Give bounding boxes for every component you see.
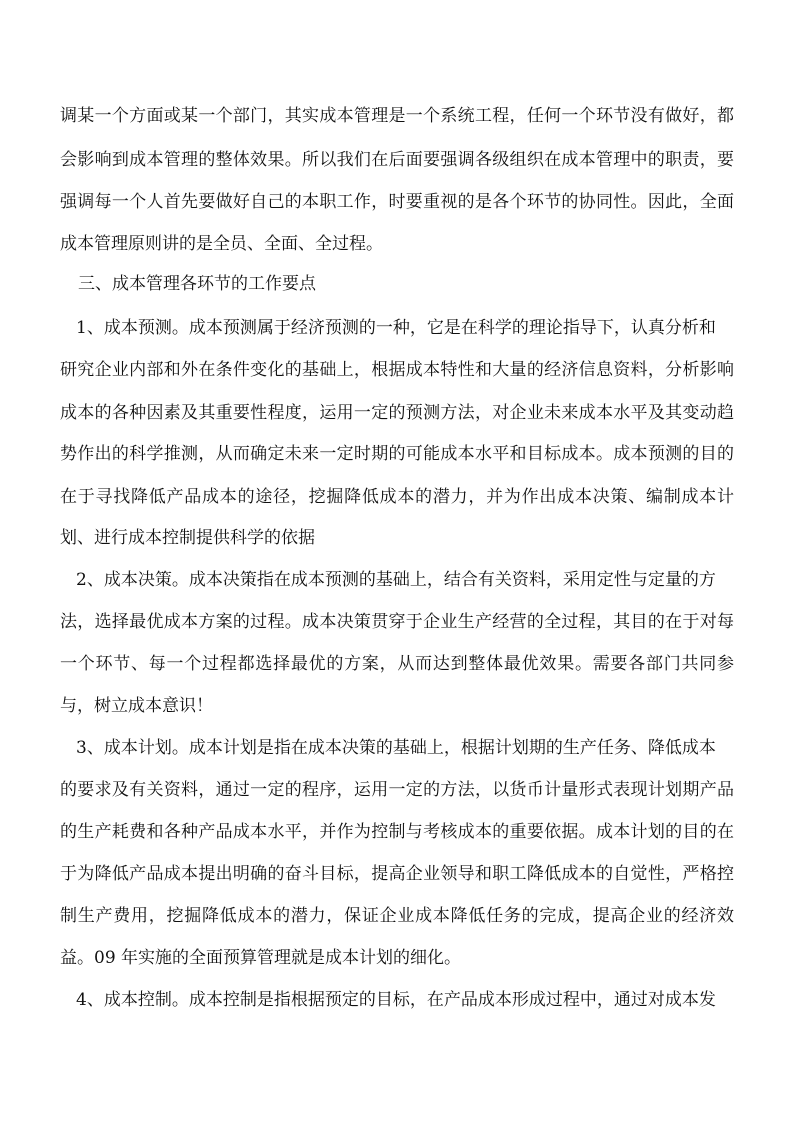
- text-line: 成本管理原则讲的是全员、全面、全过程。: [60, 234, 383, 254]
- text-line: 调某一个方面或某一个部门，其实成本管理是一个系统工程，任何一个环节没有做好，都: [60, 106, 734, 126]
- section-heading: 三、成本管理各环节的工作要点: [78, 274, 316, 294]
- text-line: 在于寻找降低产品成本的途径，挖掘降低成本的潜力，并为作出成本决策、编制成本计: [60, 487, 734, 507]
- text-line: 会影响到成本管理的整体效果。所以我们在后面要强调各级组织在成本管理中的职责，要: [60, 150, 734, 170]
- text-line: 法，选择最优成本方案的过程。成本决策贯穿于企业生产经营的全过程，其目的在于对每: [60, 612, 734, 632]
- text-line: 势作出的科学推测，从而确定未来一定时期的可能成本水平和目标成本。成本预测的目的: [60, 444, 734, 464]
- text-line: 一个环节、每一个过程都选择最优的方案，从而达到整体最优效果。需要各部门共同参: [60, 654, 734, 674]
- text-line: 的要求及有关资料，通过一定的程序，运用一定的方法，以货币计量形式表现计划期产品: [60, 780, 734, 800]
- text-line: 1、成本预测。成本预测属于经济预测的一种，它是在科学的理论指导下，认真分析和: [76, 318, 716, 338]
- text-line: 4、成本控制。成本控制是指根据预定的目标，在产品成本形成过程中，通过对成本发: [76, 990, 716, 1010]
- text-line: 划、进行成本控制提供科学的依据: [60, 528, 315, 548]
- text-line: 的生产耗费和各种产品成本水平，并作为控制与考核成本的重要依据。成本计划的目的在: [60, 822, 734, 842]
- text-line: 2、成本决策。成本决策指在成本预测的基础上，结合有关资料，采用定性与定量的方: [76, 570, 716, 590]
- text-line: 强调每一个人首先要做好自己的本职工作，时要重视的是各个环节的协同性。因此，全面: [60, 192, 734, 212]
- text-line: 制生产费用，挖掘降低成本的潜力，保证企业成本降低任务的完成，提高企业的经济效: [60, 906, 734, 926]
- text-line: 于为降低产品成本提出明确的奋斗目标，提高企业领导和职工降低成本的自觉性，严格控: [60, 864, 734, 884]
- text-line: 与，树立成本意识！: [60, 696, 213, 716]
- text-line: 研究企业内部和外在条件变化的基础上，根据成本特性和大量的经济信息资料，分析影响: [60, 360, 734, 380]
- text-line: 益。09 年实施的全面预算管理就是成本计划的细化。: [60, 948, 462, 968]
- text-line: 成本的各种因素及其重要性程度，运用一定的预测方法，对企业未来成本水平及其变动趋: [60, 403, 734, 423]
- text-line: 3、成本计划。成本计划是指在成本决策的基础上，根据计划期的生产任务、降低成本: [76, 738, 716, 758]
